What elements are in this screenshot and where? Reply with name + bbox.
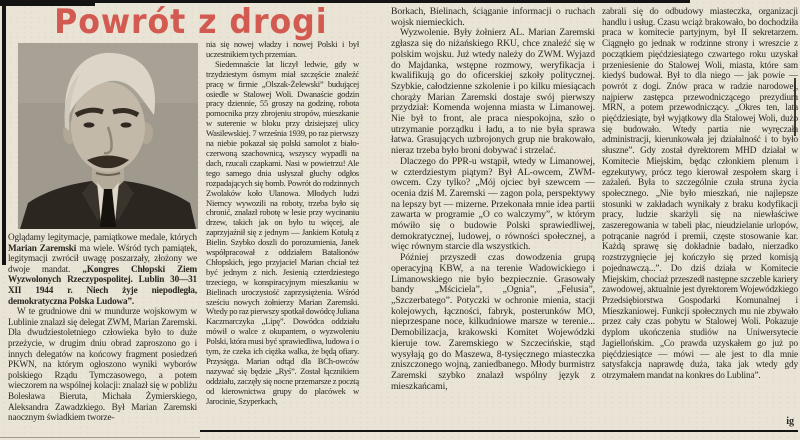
- text-column-1: [8, 232, 197, 434]
- portrait-photo: [18, 43, 198, 229]
- text-column-2: [206, 40, 359, 434]
- paragraph: Borkach, Bielinach, ściąganie informacji o ruchach wojsk niemieckich.: [391, 7, 595, 28]
- author-initials: ig: [786, 416, 794, 427]
- paragraph: Później przyszedł czas dowodzenia grupą operacyjną KBW, a na terenie Wadowickiego i Limanowskiego nie było bezpiecznie. Grasowały bandy „Mściciela”, „Ognia”, „Felusia”, „Szczerbatego”. Potyczki w ochronie mienia, stacji kolejowych, łączności, fabryk, posterunków MO, nieprzespane noce, kilkudniowe marsze w terenie... Demobilizacja, krakowski Komitet Wojewódzki kieruje tow. Zaremskiego w Szczecińskie, stąd wysyłają go do Maszewa, 8-tysięcznego miasteczka zniszczonego wojną, zaniedbanego. Młody burmistrz Zaremski szybko znalazł wspólny język z mieszkańcami,: [391, 252, 595, 392]
- page-left-edge-rule: [2, 0, 6, 265]
- text-run: Oglądamy legitymacje, pamiątkowe medale, których: [8, 232, 197, 242]
- paragraph: W te grudniowe dni w mundurze wojskowym w Lublinie znalazł się delegat ZWM, Marian Zaremski. Dla dwudziestoletniego człowieka było to duże przeżycie, w drugim dniu obrad zaproszono go i innych delegatów na końcowy fragment posiedzeń PKWN, na którym ogłoszono wyniki wyborów polskiego Rządu Tymczasowego, a potem wieczorem na wspólnej kolacji: znalazł się w pobliżu Bolesława Bieruta, Michała Żymierskiego, Aleksandra Zawadzkiego. Był Marian Zaremski naocznym świadkiem tworze-: [8, 306, 197, 423]
- article-title: Powrót z drogi: [54, 2, 328, 42]
- portrait-illustration: [18, 43, 198, 229]
- right-eye: [121, 122, 132, 127]
- left-eye: [84, 122, 95, 127]
- paragraph: Dlaczego do PPR-u wstąpił, wtedy w Limanowej, w czterdziestym piątym? Był AL-owcem, ZWM-owcem. Czy tylko? „Mój ojciec był szewcem — ocenia dziś M. Zaremski — zagon pola, perspektywy na lepszy byt — mizerne. Przekonała mnie idea partii zawarta w programie „O co walczymy”, w którym mówiło się o budowie Polski sprawiedliwej, demokratycznej, ludowej, o równości społecznej, a więc równym starcie dla wszystkich.: [391, 155, 595, 253]
- paragraph: Siedemnaście lat liczył ledwie, gdy w trzydziestym ósmym miał szczęście znaleźć pracę w firmie „Olszak-Żelewski” budującej osiedle w Stalowej Woli. Dwanaście godzin pracy dziennie, 55 groszy na godzinę, robota pomocnika przy zbrojeniu stropów, mieszkanie w suterenie w bloku przy dzisiejszej ulicy Wasilewskiej. 7 września 1939, po raz pierwszy na niebie pokazał się polski samolot z biało-czerwoną szachownicą, wszyscy wypadli na dach, rzucali czapkami. Nasi w powietrzu! Ale tego samego dnia usłyszał głuchy odgłos rozpadających się bomb. Powrót do rodzinnych Zwolaków koło Ulanowa. Młodych ludzi Niemcy wywozili na roboty, trzeba było się chronić, znalazł robotę w lesie przy wycinaniu drzew, takich jak on było tu więcej, ale zaprzyjaźnił się z jednym — Jankiem Kotułą z Bielin. Szybko doszli do porozumienia, Janek współpracował z oddziałem Batalionów Chłopskich, jego przyjaciel Marian chciał też być jednym z nich. Jesienią czterdziestego trzeciego, w konspiracyjnym mieszkaniu w Bielinach uroczystość zaprzysiężenia. Wśród sześciu nowych żołnierzy Marian Zaremski. Wtedy po raz pierwszy spotkał dowódcę Juliana Kaczmarczyka „Lipę”. Dowódca oddziału mówił o walce z okupantem, o wyzwoleniu Polski, która musi być sprawiedliwa, ludowa i o tym, że czeka ich ciężka walka, że będą ofiary. Przysięga. Marian odtąd dla BCh-owców nazywać się będzie „Ryś”. Został łącznikiem oddziału, zaczęły się nocne przemarsze z pocztą od kierownictwa grupy do placówek w Jarocinie, Szyperkach,: [206, 58, 359, 406]
- paragraph: [8, 232, 197, 306]
- article-bottom-rule-left: [0, 437, 200, 438]
- text-run: ma wiele. Wśród tych pamiątek, legitymacji zwrócił uwagę poszarzały, złożony we dwoje mandat.: [8, 242, 197, 274]
- text-run-bold: „Kongres Chłopski Ziem Wyzwolonych Rzeczypospolitej. Lublin 30—31 XII 1944 r. Niech żyje niepodległa, demokratyczna Polska Ludowa”.: [8, 263, 197, 306]
- paragraph: Wyzwolenie. Były żołnierz AL. Marian Zaremski zgłasza się do niżańskiego RKU, chce znaleźć się w polskim wojsku. Już wtedy należy do ZWM. Wyjazd do Majdanka, wstępne rozmowy, weryfikacja i kwalifikują go do oficerskiej szkoły politycznej. Szybkie, całodzienne szkolenie i po kilku miesiącach chorąży Marian Zaremski dostaje swój pierwszy przydział: Komenda wojenna miasta w Limanowej. Nie był to front, ale praca niespokojna, szło o utrzymanie porządku i ładu, a to nie była sprawa łatwa. Grasujących uzbrojonych grup nie brakowało, nieraz trzeba było broni dobywać i strzelać.: [391, 27, 595, 157]
- text-run-bold: Marian Zaremski: [8, 242, 77, 253]
- paragraph: nia się nowej władzy i nowej Polski i był uczestnikiem tych przemian.: [206, 40, 359, 59]
- paragraph: zabrali się do odbudowy miasteczka, organizacji handlu i usług. Czasu wciąż brakowało, bo dochodziła praca w komitecie partyjnym, był II sekretarzem. Ciągnęło go jednak w rodzinne strony i wreszcie z początkiem pięćdziesiątego czwartego roku uzyskał przeniesienie do Stalowej Woli, miasta, które sam kiedyś budował. Był to dla niego — jak powie — powrót z dogi. Znów praca w radzie narodowej, najpierw zastępca przewodniczącego prezydium MRN, a potem przewodniczący. „Okres ten, lata pięćdziesiąte, był wyjątkowy dla Stalowej Woli, dużo się budowało. Wtedy partia nie wyręczała administracji, kierunkowała jej działalność i to było słuszne”. Gdy został dyrektorem MHD działał w Komitecie Miejskim, będąc członkiem plenum i egzekutywy, prócz tego kierował zespołem skarg i zażaleń. Była to szczególnie czuła struna życia społecznego. „Nie było mieszkań, nie najlepsze stosunki w zakładach wynikały z braku kodyfikacji pracy, ludzie skarżyli się na niewłaściwe zaszeregowania w tabeli płac, nieudzielanie urlopów, potrącanie nagród i premii, częste stosowanie kar. Każdą sprawę się dokładnie badało, nierzadko rozstrzygnięcie jej kończyło się przed komisją pojednawczą...”. Do dziś działa w Komitecie Miejskim, chociaż przeszedł następne szczeble kariery zawodowej, aktualnie jest dyrektorem Wojewódzkiego Przedsiębiorstwa Gospodarki Komunalnej i Mieszkaniowej. Funkcji społecznych mu nie zbywało przez cały czas pobytu w Stalowej Woli. Pokazuje dyplom ukończenia studiów na Uniwersytecie Jagiellońskim. „Co prawda uzyskałem go już po pięćdziesiątce — mówi — ale jest to dla mnie satysfakcja naprawdę duża, taka jak wtedy gdy otrzymałem mandat na konkres do Lublina”.: [602, 7, 798, 381]
- text-column-3: [391, 7, 595, 434]
- text-column-4: [602, 7, 798, 427]
